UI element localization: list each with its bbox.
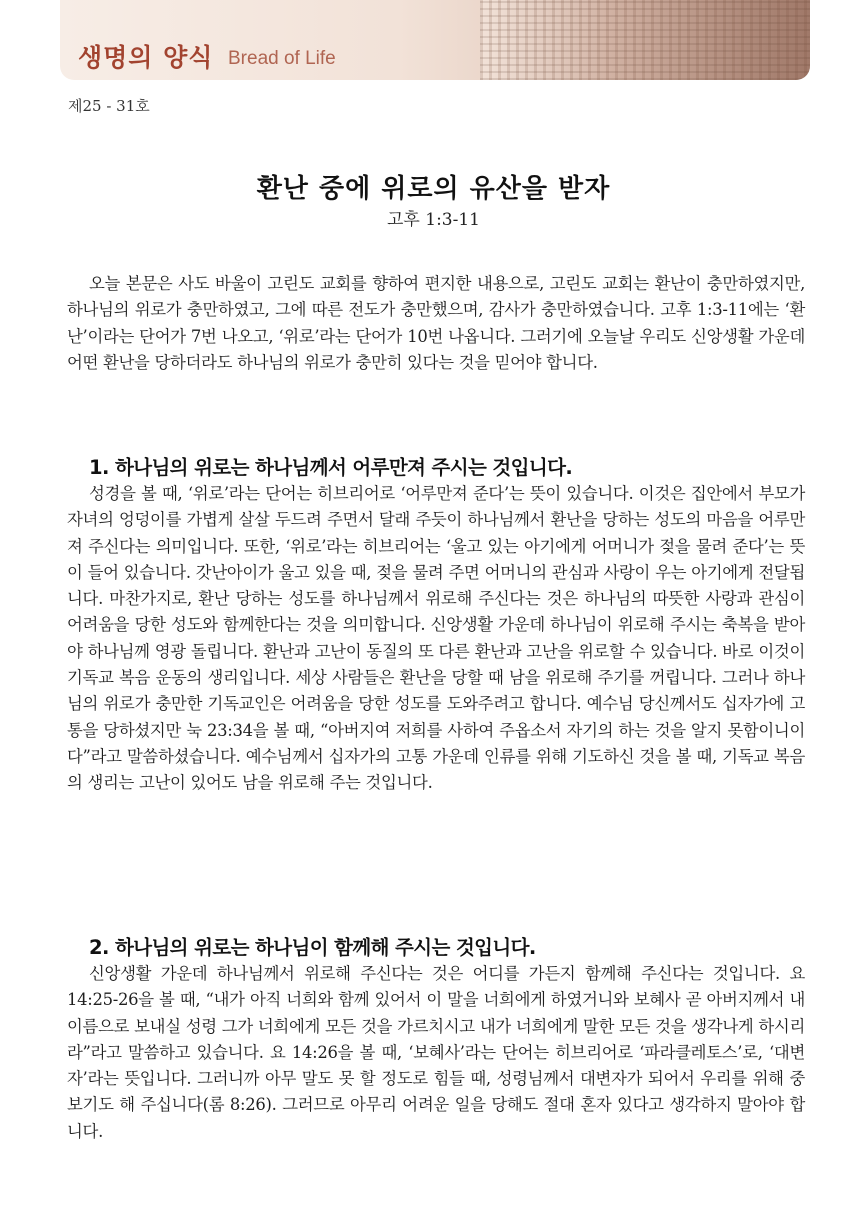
section-body: 성경을 볼 때, ‘위로’라는 단어는 히브리어로 ‘어루만져 준다’는 뜻이 있습니다. 이것은 집안에서 부모가 자녀의 엉덩이를 가볍게 살살 두드려 주면서 달래 주듯이 하나님께서 환난을 당하는 성도의 마음을 어루만져 주신다는 의미입니다. 또한, ‘위로’라는 히브리어는 ‘울고 있는 아기에게 어머니가 젖을 물려 준다’는 뜻이 들어 있습니다. 갓난아이가 울고 있을 때, 젖을 물려 주면 어머니의 관심과 사랑이 우는 아기에게 전달됩니다. 마찬가지로, 환난 당하는 성도를 하나님께서 위로해 주신다는 것은 하나님의 따뜻한 사랑과 관심이 어려움을 당한 성도와 함께한다는 것을 의미합니다. 신앙생활 가운데 하나님이 위로해 주시는 축복을 받아야 하나님께 영광 돌립니다. 환난과 고난이 동질의 또 다른 환난과 고난을 위로할 수 있습니다. 바로 이것이 기독교 복음 운동의 생리입니다. 세상 사람들은 환난을 당할 때 남을 위로해 주기를 꺼립니다. 그러나 하나님의 위로가 충만한 기독교인은 어려움을 당한 성도를 도와주려고 합니다. 예수님 당신께서도 십자가에 고통을 당하셨지만 눅 23:34을 볼 때, “아버지여 저희를 사하여 주옵소서 자기의 하는 것을 알지 못함이니이다”라고 말씀하셨습니다. 예수님께서 십자가의 고통 가운데 인류를 위해 기도하신 것을 볼 때, 기독교 복음의 생리는 고난이 있어도 남을 위로해 주는 것입니다. xyxy=(67,484,805,793)
section-heading: 1. 하나님의 위로는 하나님께서 어루만져 주시는 것입니다. xyxy=(89,456,573,479)
publication-title: 생명의 양식 xyxy=(78,43,214,72)
section-body: 신앙생활 가운데 하나님께서 위로해 주신다는 것은 어디를 가든지 함께해 주신다는 것입니다. 요 14:25-26을 볼 때, “내가 아직 너희와 함께 있어서 이 말을 너희에게 하였거니와 보혜사 곧 아버지께서 내 이름으로 보내실 성령 그가 너희에게 모든 것을 가르치시고 내가 너희에게 말한 모든 것을 생각나게 하시리라”라고 말씀하고 있습니다. 요 14:26을 볼 때, ‘보혜사’라는 단어는 히브리어로 ‘파라클레토스’로, ‘대변자’라는 뜻입니다. 그러니까 아무 말도 못 할 정도로 힘들 때, 성령님께서 대변자가 되어서 우리를 위해 중보기도 해 주십니다(롬 8:26). 그러므로 아무리 어려운 일을 당해도 절대 혼자 있다고 생각하지 말아야 합니다. xyxy=(67,964,805,1141)
scripture-reference: 고후 1:3-11 xyxy=(387,210,480,230)
intro-block xyxy=(67,271,805,376)
section-2 xyxy=(67,935,805,1145)
section-1 xyxy=(67,455,805,797)
issue-number: 제25 - 31호 xyxy=(68,97,150,115)
header-banner xyxy=(60,0,810,80)
sermon-title: 환난 중에 위로의 유산을 받자 xyxy=(256,174,611,204)
section-heading: 2. 하나님의 위로는 하나님이 함께해 주시는 것입니다. xyxy=(89,936,536,959)
intro-paragraph: 오늘 본문은 사도 바울이 고린도 교회를 향하여 편지한 내용으로, 고린도 교회는 환난이 충만하였지만, 하나님의 위로가 충만하였고, 그에 따른 전도가 충만했으며, 감사가 충만하였습니다. 고후 1:3-11에는 ‘환난’이라는 단어가 7번 나오고, ‘위로’라는 단어가 10번 나옵니다. 그러기에 오늘날 우리도 신앙생활 가운데 어떤 환난을 당하더라도 하나님의 위로가 충만히 있다는 것을 믿어야 합니다. xyxy=(67,274,805,372)
publication-subtitle: Bread of Life xyxy=(228,48,336,69)
congregation-photo xyxy=(480,0,810,80)
